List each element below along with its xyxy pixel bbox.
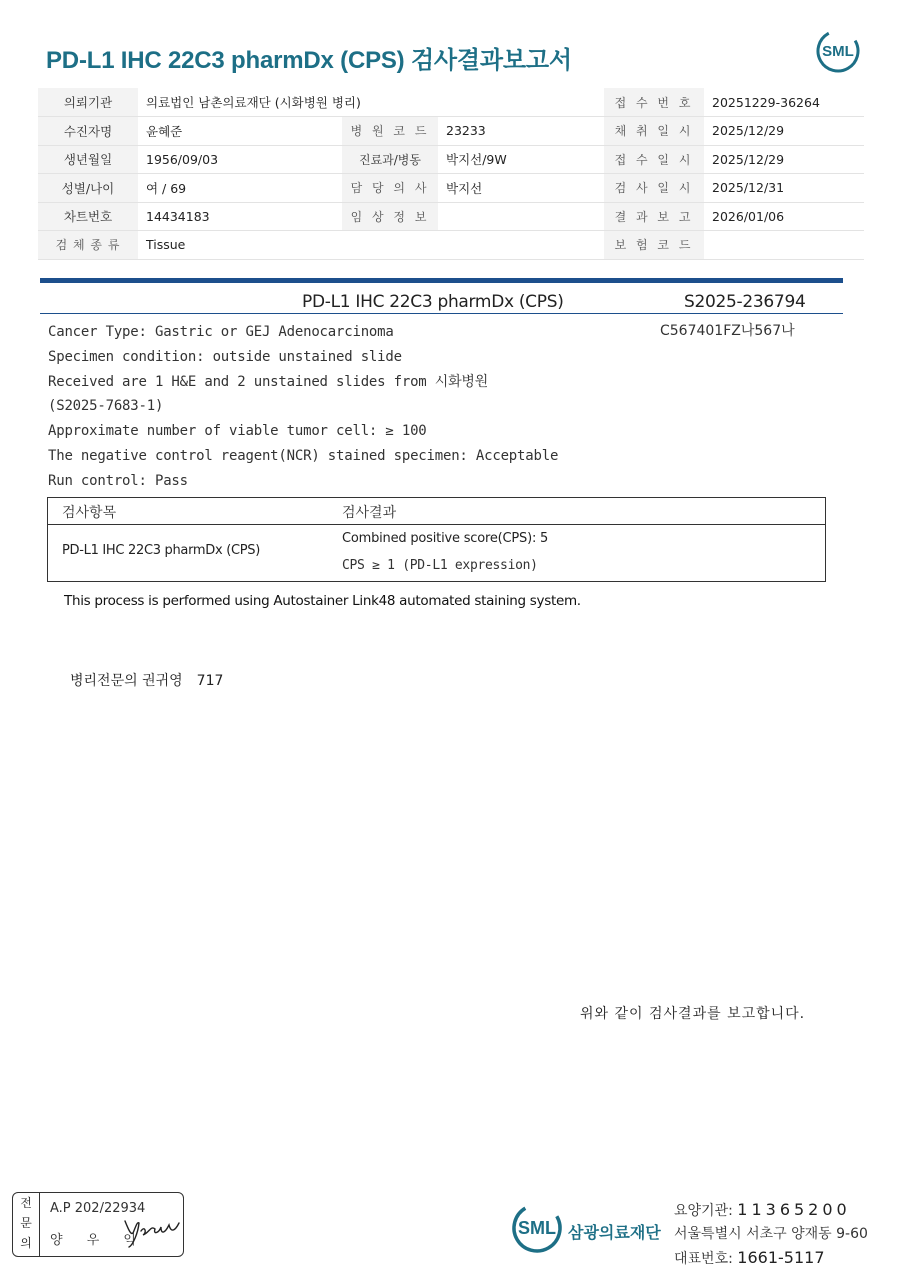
sml-logo	[815, 28, 861, 74]
report-heading: PD-L1 IHC 22C3 pharmDx (CPS)	[302, 292, 564, 312]
desc-line: Received are 1 H&E and 2 unstained slides from 시화병원	[48, 373, 489, 390]
signature-image	[121, 1211, 183, 1251]
desc-line: The negative control reagent(NCR) stained specimen: Acceptable	[48, 447, 559, 464]
phone-line	[674, 1246, 868, 1270]
desc-line: Approximate number of viable tumor cell: ≥ 100	[48, 423, 427, 440]
receipt-no-label: 접 수 번 호	[604, 88, 704, 117]
pathologist-line	[70, 670, 223, 690]
patient-label: 수진자명	[38, 117, 138, 146]
clinical-label: 임 상 정 보	[342, 202, 438, 231]
phone-value: 1661-5117	[737, 1248, 825, 1267]
birth-value: 1956/09/03	[138, 145, 342, 174]
receipt-date-label: 접 수 일 시	[604, 145, 704, 174]
report-top-rule	[40, 278, 843, 283]
desc-line: Run control: Pass	[48, 472, 188, 489]
report-date-label: 결 과 보 고	[604, 202, 704, 231]
result-table-header	[48, 498, 825, 525]
info-row	[38, 88, 864, 117]
process-note: This process is performed using Autostainer Link48 automated staining system.	[64, 593, 581, 609]
result-score: Combined positive score(CPS): 5	[342, 531, 549, 546]
receipt-date-value: 2025/12/29	[704, 145, 864, 174]
footer-org-name: 삼광의료재단	[568, 1223, 661, 1242]
pathologist-number: 717	[196, 673, 224, 689]
patient-info-table	[38, 88, 864, 260]
sml-logo-text: SML	[822, 43, 854, 60]
dept-label: 진료과/병동	[342, 145, 438, 174]
sex-age-value: 여 / 69	[138, 174, 342, 203]
care-code-line	[674, 1198, 868, 1222]
info-row	[38, 202, 864, 231]
insurance-value	[704, 231, 864, 260]
stamp-side-char: 전	[20, 1196, 32, 1210]
patient-value: 윤혜준	[138, 117, 342, 146]
birth-label: 생년월일	[38, 145, 138, 174]
specialist-stamp	[12, 1192, 184, 1257]
stamp-side-char: 의	[20, 1236, 32, 1250]
report-number: S2025-236794	[684, 292, 806, 312]
report-bottom-rule	[40, 313, 843, 314]
info-row	[38, 174, 864, 203]
block-code: C567401FZ나567나	[660, 323, 795, 339]
care-code-label: 요양기관:	[674, 1203, 733, 1219]
footer-info	[674, 1198, 868, 1270]
institution-value: 의료법인 남촌의료재단 (시화병원 병리)	[138, 88, 604, 117]
info-row	[38, 117, 864, 146]
institution-label: 의뢰기관	[38, 88, 138, 117]
receipt-no-value: 20251229-36264	[704, 88, 864, 117]
address-line: 서울특별시 서초구 양재동 9-60	[674, 1226, 868, 1242]
closing-statement: 위와 같이 검사결과를 보고합니다.	[580, 1006, 806, 1022]
stamp-side-label	[13, 1193, 40, 1256]
result-item: PD-L1 IHC 22C3 pharmDx (CPS)	[62, 543, 261, 558]
sml-footer-logo	[510, 1200, 565, 1255]
header-result: 검사결과	[342, 505, 397, 521]
clinical-value	[438, 202, 604, 231]
sml-footer-logo-text: SML	[518, 1218, 556, 1238]
exam-date-label: 검 사 일 시	[604, 174, 704, 203]
phone-label: 대표번호:	[674, 1251, 733, 1267]
chart-value: 14434183	[138, 202, 342, 231]
desc-line: (S2025-7683-1)	[48, 398, 164, 415]
collect-date-value: 2025/12/29	[704, 117, 864, 146]
report-title: PD-L1 IHC 22C3 pharmDx (CPS) 검사결과보고서	[46, 47, 572, 74]
care-code-value: 11365200	[737, 1200, 851, 1219]
stamp-side-char: 문	[20, 1216, 32, 1230]
stamp-code: A.P 202/22934	[50, 1201, 146, 1216]
header-item: 검사항목	[62, 505, 117, 521]
report-description	[48, 320, 558, 494]
pathologist-name: 병리전문의 권귀영	[70, 673, 183, 689]
desc-line: Cancer Type: Gastric or GEJ Adenocarcinoma	[48, 324, 394, 340]
hospital-code-value: 23233	[438, 117, 604, 146]
desc-line: Specimen condition: outside unstained slide	[48, 348, 402, 365]
result-table	[47, 497, 826, 582]
hospital-code-label: 병 원 코 드	[342, 117, 438, 146]
result-expression: CPS ≥ 1 (PD-L1 expression)	[342, 558, 538, 573]
sex-age-label: 성별/나이	[38, 174, 138, 203]
specimen-value: Tissue	[138, 231, 604, 260]
dept-value: 박지선/9W	[438, 145, 604, 174]
insurance-label: 보 험 코 드	[604, 231, 704, 260]
specimen-label: 검 체 종 류	[38, 231, 138, 260]
stamp-name: 양 우 익	[50, 1233, 146, 1248]
doctor-value: 박지선	[438, 174, 604, 203]
doctor-label: 담 당 의 사	[342, 174, 438, 203]
chart-label: 차트번호	[38, 202, 138, 231]
info-row	[38, 145, 864, 174]
report-date-value: 2026/01/06	[704, 202, 864, 231]
exam-date-value: 2025/12/31	[704, 174, 864, 203]
info-row	[38, 231, 864, 260]
collect-date-label: 채 취 일 시	[604, 117, 704, 146]
